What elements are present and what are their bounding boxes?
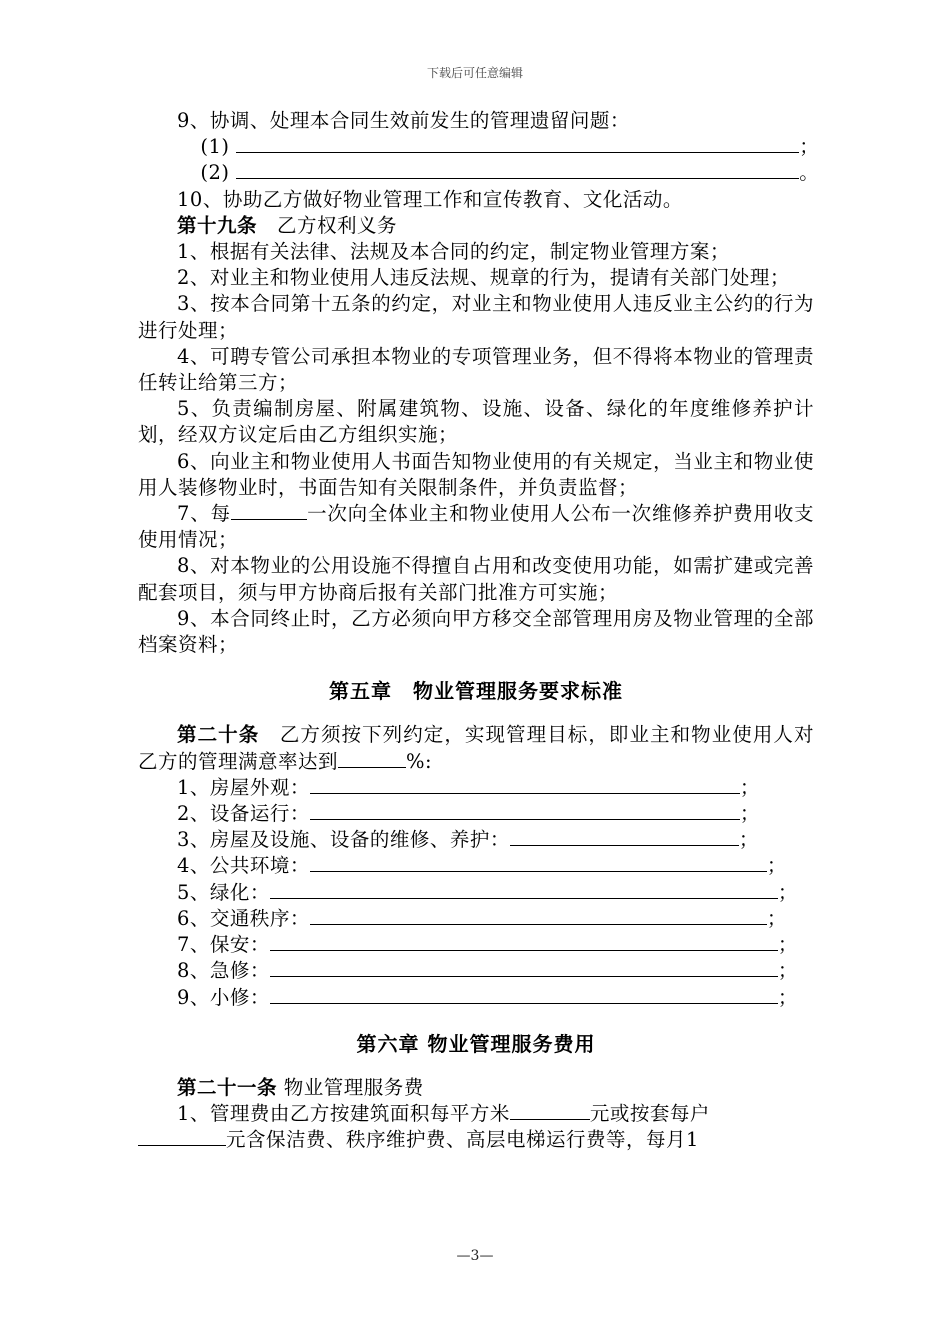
item-end: ； bbox=[739, 802, 760, 826]
article-20-text: 乙方须按下列约定，实现管理目标，即业主和物业使用人对乙方的管理满意率达到 bbox=[138, 723, 814, 773]
item-end: 。 bbox=[799, 161, 820, 185]
fill-blank[interactable] bbox=[310, 906, 767, 925]
item-7-suffix: 一次向全体业主和物业使用人公布一次维修养护费用收支使用情况； bbox=[138, 502, 814, 552]
article-19-title: 第十九条 bbox=[177, 213, 258, 237]
article-21-heading bbox=[138, 1075, 814, 1101]
article-19-heading bbox=[138, 213, 814, 239]
article-21-title: 第二十一条 bbox=[177, 1075, 278, 1099]
page-header: 下载后可任意编辑 bbox=[426, 66, 523, 80]
chapter-5-title: 第五章 物业管理服务要求标准 bbox=[329, 679, 623, 704]
item-label: 3、房屋及设施、设备的维修、养护： bbox=[177, 828, 510, 852]
article-19-subtitle: 乙方权利义务 bbox=[277, 213, 398, 237]
item-end: ； bbox=[799, 135, 820, 159]
item-label: (1) bbox=[200, 135, 230, 159]
fill-blank[interactable] bbox=[270, 932, 778, 951]
article-20-intro bbox=[138, 722, 814, 774]
article-21-subtitle: 物业管理服务费 bbox=[283, 1075, 424, 1099]
article-20-item bbox=[138, 906, 814, 932]
fill-blank[interactable] bbox=[231, 501, 307, 520]
line-part: 元或按套每户 bbox=[589, 1102, 710, 1126]
item-end: ； bbox=[777, 959, 798, 983]
item-end: ； bbox=[766, 854, 787, 878]
chapter-6-title: 第六章 物业管理服务费用 bbox=[356, 1031, 596, 1056]
item-label: 2、设备运行： bbox=[177, 802, 310, 826]
article-20-item bbox=[138, 775, 814, 801]
item-7-prefix: 7、每 bbox=[177, 502, 231, 526]
article-20-item bbox=[138, 853, 814, 879]
page-number: —3— bbox=[456, 1248, 494, 1264]
item-end: ； bbox=[739, 775, 760, 799]
clause-10: 10、协助乙方做好物业管理工作和宣传教育、文化活动。 bbox=[177, 187, 683, 211]
line-part: 元含保洁费、秩序维护费、高层电梯运行费等，每月1 bbox=[226, 1128, 699, 1152]
article-19-item-9: 9、本合同终止时，乙方必须向甲方移交全部管理用房及物业管理的全部档案资料； bbox=[138, 606, 814, 657]
article-19-item-6: 6、向业主和物业使用人书面告知物业使用的有关规定，当业主和物业使用人装修物业时，书面告知有关限制条件，并负责监督； bbox=[138, 449, 814, 499]
article-20-item bbox=[138, 958, 814, 984]
article-20-percent: %: bbox=[406, 749, 433, 773]
article-20-item bbox=[138, 801, 814, 827]
item-label: (2) bbox=[200, 161, 230, 185]
fill-blank[interactable] bbox=[270, 958, 778, 977]
item-label: 4、公共环境： bbox=[177, 854, 310, 878]
article-20-item bbox=[138, 880, 814, 906]
fill-blank[interactable] bbox=[310, 775, 740, 794]
fill-blank[interactable] bbox=[510, 1101, 590, 1120]
item-label: 1、房屋外观： bbox=[177, 775, 310, 799]
fill-blank[interactable] bbox=[338, 749, 406, 768]
fill-blank[interactable] bbox=[138, 1127, 226, 1146]
item-label: 5、绿化： bbox=[177, 880, 270, 904]
fill-blank[interactable] bbox=[236, 134, 799, 153]
article-20-item bbox=[138, 932, 814, 958]
article-19-item-2: 2、对业主和物业使用人违反法规、规章的行为，提请有关部门处理； bbox=[177, 266, 790, 290]
fill-blank[interactable] bbox=[510, 827, 739, 846]
fill-blank[interactable] bbox=[236, 160, 799, 179]
article-19-item-5: 5、负责编制房屋、附属建筑物、设施、设备、绿化的年度维修养护计划，经双方议定后由乙方组织实施； bbox=[138, 397, 814, 447]
fill-blank[interactable] bbox=[310, 853, 767, 872]
clause-9-item-2 bbox=[138, 160, 820, 186]
article-21-item-1 bbox=[138, 1101, 814, 1127]
item-label: 6、交通秩序： bbox=[177, 906, 310, 930]
article-19-item-7 bbox=[138, 501, 814, 553]
item-end: ； bbox=[738, 828, 759, 852]
item-end: ； bbox=[777, 880, 798, 904]
clause-9-item-1 bbox=[138, 134, 820, 160]
item-label: 8、急修： bbox=[177, 959, 270, 983]
fill-blank[interactable] bbox=[270, 880, 778, 899]
article-20-item bbox=[138, 985, 814, 1011]
clause-9: 9、协调、处理本合同生效前发生的管理遗留问题： bbox=[177, 109, 630, 132]
article-19-item-4: 4、可聘专管公司承担本物业的专项管理业务，但不得将本物业的管理责任转让给第三方； bbox=[138, 344, 814, 395]
article-20-title: 第二十条 bbox=[177, 723, 260, 747]
document-body bbox=[138, 108, 820, 1154]
item-end: ； bbox=[766, 906, 787, 930]
article-19-item-1: 1、根据有关法律、法规及本合同的约定，制定物业管理方案； bbox=[177, 240, 730, 264]
item-label: 9、小修： bbox=[177, 985, 270, 1009]
article-20-item bbox=[138, 827, 814, 853]
item-end: ； bbox=[777, 985, 798, 1009]
item-end: ； bbox=[777, 933, 798, 957]
article-19-item-3: 3、按本合同第十五条的约定，对业主和物业使用人违反业主公约的行为进行处理； bbox=[138, 292, 814, 342]
line-part: 1、管理费由乙方按建筑面积每平方米 bbox=[177, 1102, 510, 1126]
article-19-item-8: 8、对本物业的公用设施不得擅自占用和改变使用功能，如需扩建或完善配套项目，须与甲方协商后报有关部门批准方可实施； bbox=[138, 554, 814, 604]
fill-blank[interactable] bbox=[310, 801, 740, 820]
item-label: 7、保安： bbox=[177, 933, 270, 957]
article-21-item-1-cont bbox=[138, 1127, 814, 1153]
fill-blank[interactable] bbox=[270, 985, 778, 1004]
